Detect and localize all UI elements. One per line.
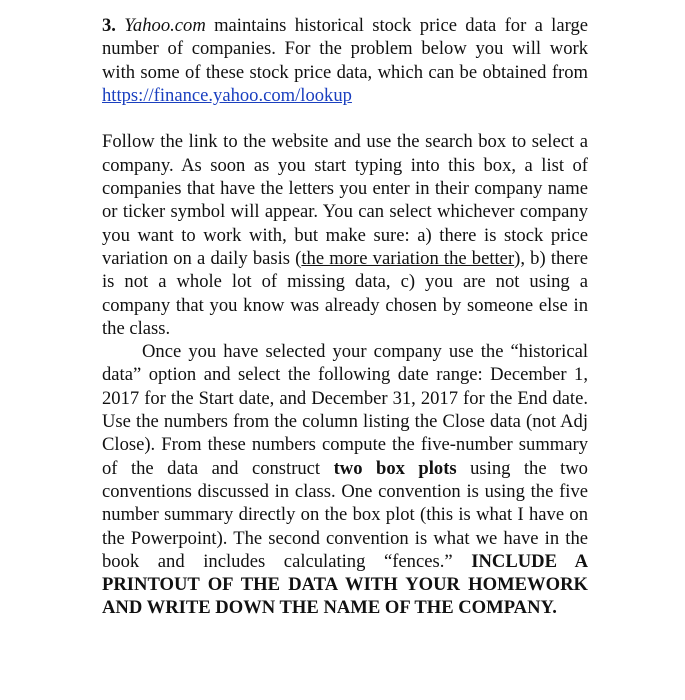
task-paragraph xyxy=(102,340,588,620)
yahoo-lookup-link[interactable]: https://finance.yahoo.com/lookup xyxy=(102,84,352,106)
instructions-paragraph xyxy=(102,130,588,340)
instructions-text-a: Follow the link to the website and use the search box to select a company. As soon as you start typing into this box, a list of companies that have the letters you enter in their company name or ticker symbol will appear. You can select whichever company you want to work with, but make sure: a) there is stock price variation on a daily basis ( xyxy=(102,131,588,269)
submission-requirement: INCLUDE A PRINTOUT OF THE DATA WITH YOUR HOMEWORK AND WRITE DOWN THE NAME OF THE COMPANY. xyxy=(102,550,588,619)
task-text-b: using the two conventions discussed in class. One convention is using the five number summary directly on the box plot (this is what I have on the Powerpoint). The second convention is what we have in the book and includes calculating “fences.” xyxy=(102,457,588,572)
box-plots-emphasis: two box plots xyxy=(333,457,457,479)
problem-number: 3. xyxy=(102,15,116,36)
task-text-a: Once you have selected your company use the “historical data” option and select the following date range: December 1, 2017 for the Start date, and December 31, 2017 for the End date. Use the numbers from the column listing the Close data (not Adj Close). From these numbers compute the five-number summary of the data and construct xyxy=(102,341,588,479)
instructions-text-b: ), b) there is not a whole lot of missing data, c) you are not using a company that you know was already chosen by someone else in the class. xyxy=(102,247,588,339)
site-name: Yahoo.com xyxy=(124,15,206,36)
intro-text: maintains historical stock price data for a large number of companies. For the problem below you will work with some of these stock price data, which can be obtained from xyxy=(102,15,589,83)
variation-note: the more variation the better xyxy=(301,247,515,269)
intro-paragraph xyxy=(102,14,588,107)
problem-document xyxy=(102,14,588,620)
